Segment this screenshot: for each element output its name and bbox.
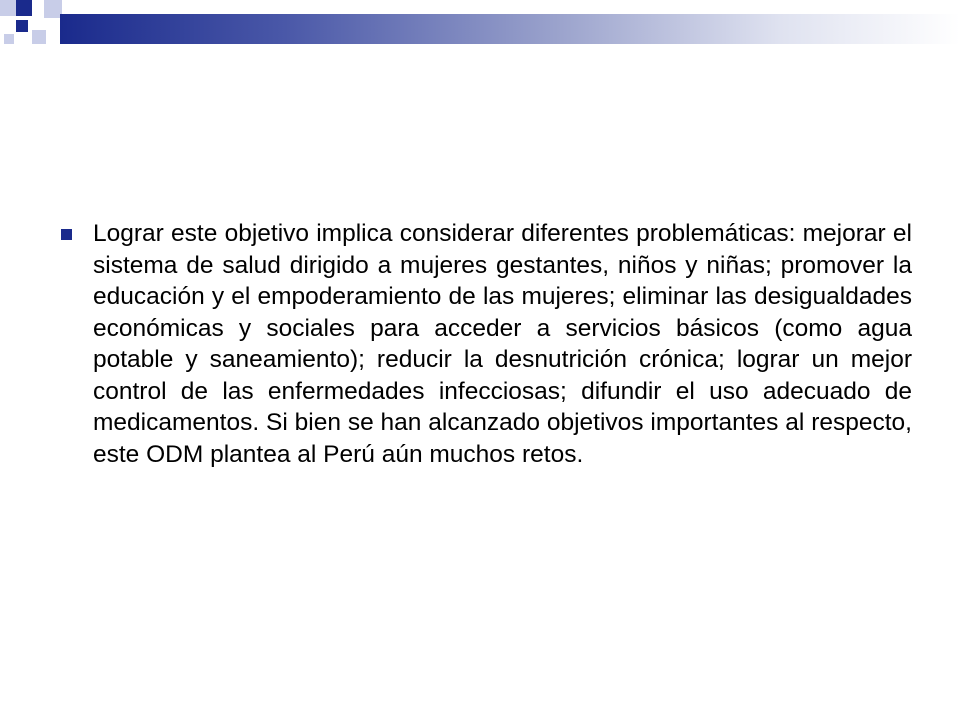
header-gradient-bar — [60, 14, 960, 44]
bullet-item — [56, 218, 912, 470]
bullet-text: Lograr este objetivo implica considerar diferentes problemáticas: mejorar el sistema de salud dirigido a mujeres gestantes, niños y niñas; promover la educación y el empoderamiento de las mujeres; eliminar las desigualdades económicas y sociales para acceder a servicios básicos (como agua potable y saneamiento); reducir la desnutrición crónica; lograr un mejor control de las enfermedades infecciosas; difundir el uso adecuado de medicamentos. Si bien se han alcanzado objetivos importantes al respecto, este ODM plantea al Perú aún muchos retos. — [93, 220, 912, 468]
deco-square — [0, 0, 16, 16]
deco-square — [4, 34, 14, 44]
deco-square — [16, 0, 32, 16]
slide-content — [56, 218, 912, 470]
square-bullet-icon — [61, 229, 72, 240]
deco-square — [32, 30, 46, 44]
deco-square — [16, 20, 28, 32]
